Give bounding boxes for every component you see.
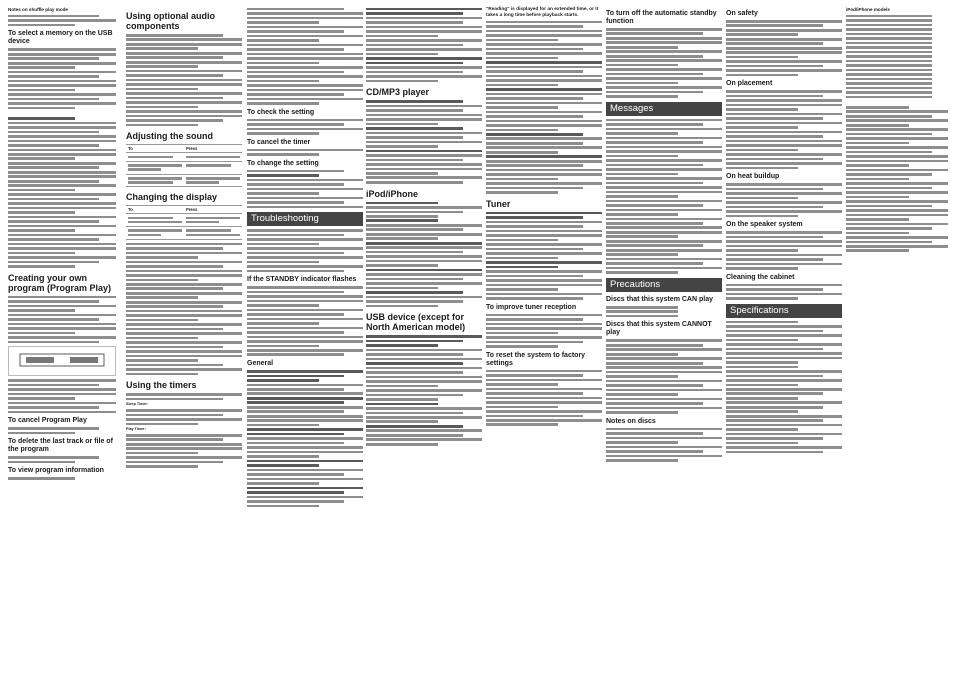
heading-on-safety: On safety	[726, 10, 758, 17]
heading-check-setting: To check the setting	[247, 108, 315, 116]
heading-delete-last: To delete the last track or file of the program	[8, 438, 113, 454]
heading-on-heat-buildup: On heat buildup	[726, 173, 780, 181]
heading-ipod-iphone: iPod/iPhone	[366, 188, 419, 199]
column-6	[606, 6, 722, 464]
heading-cleaning-cabinet: Cleaning the cabinet	[726, 273, 795, 281]
heading-reset-factory: To reset the system to factory settings	[486, 351, 586, 367]
column-7	[726, 6, 842, 455]
heading-cancel-timer: To cancel the timer	[247, 138, 311, 146]
heading-precautions: Precautions	[606, 278, 722, 292]
heading-view-info: To view program information	[8, 467, 104, 475]
heading-on-placement: On placement	[726, 80, 773, 88]
column-2	[126, 6, 242, 470]
heading-discs-cannot-play: Discs that this system CANNOT play	[606, 321, 712, 337]
heading-standby-flashes: If the STANDBY indicator flashes	[247, 276, 357, 284]
display-table	[126, 205, 242, 239]
display-illustration	[8, 346, 116, 376]
heading-discs-can-play: Discs that this system CAN play	[606, 295, 713, 303]
sleep-timer-label: Sleep Timer:	[126, 402, 149, 407]
column-8	[846, 6, 948, 254]
heading-notes-on-discs: Notes on discs	[606, 417, 656, 425]
heading-usb-device: USB device (except for North American model)	[366, 312, 466, 333]
heading-reading-usb: "Reading" is displayed for an extended time, or it takes a long time before playback starts.	[486, 7, 599, 18]
sound-table-header-press: Press	[184, 145, 242, 153]
sound-table	[126, 144, 242, 187]
heading-specifications: Specifications	[726, 304, 842, 318]
heading-troubleshooting: Troubleshooting	[247, 212, 363, 226]
heading-speaker-system: On the speaker system	[726, 221, 803, 229]
column-5	[486, 6, 602, 428]
heading-changing-display: Changing the display	[126, 192, 218, 203]
display-panel-icon	[12, 348, 112, 374]
heading-shuffle-notes: Notes on shuffle play mode	[8, 7, 68, 12]
heading-messages: Messages	[606, 102, 722, 116]
column-4	[366, 6, 482, 447]
column-1	[8, 6, 116, 482]
heading-cd-mp3-player: CD/MP3 player	[366, 87, 430, 98]
heading-creating-program: Creating your own program (Program Play)	[8, 272, 112, 293]
display-table-header-press: Press	[184, 206, 242, 214]
heading-ipod-models: iPod/iPhone models	[846, 7, 890, 12]
heading-change-setting: To change the setting	[247, 159, 319, 167]
sound-table-header-to: To	[126, 145, 184, 153]
heading-tuner: Tuner	[486, 198, 511, 209]
play-timer-label: Play Timer:	[126, 427, 146, 432]
heading-adjusting-sound: Adjusting the sound	[126, 131, 213, 142]
heading-using-timers: Using the timers	[126, 380, 197, 391]
heading-cancel-program: To cancel Program Play	[8, 417, 87, 425]
heading-improve-reception: To improve tuner reception	[486, 303, 577, 311]
column-3	[247, 6, 363, 509]
heading-optional-audio: Using optional audio components	[126, 11, 215, 31]
heading-auto-standby: To turn off the automatic standby function	[606, 10, 717, 25]
heading-general: General	[247, 360, 274, 368]
display-table-header-to: To	[126, 206, 184, 214]
heading-select-memory: To select a memory on the USB device	[8, 30, 113, 46]
